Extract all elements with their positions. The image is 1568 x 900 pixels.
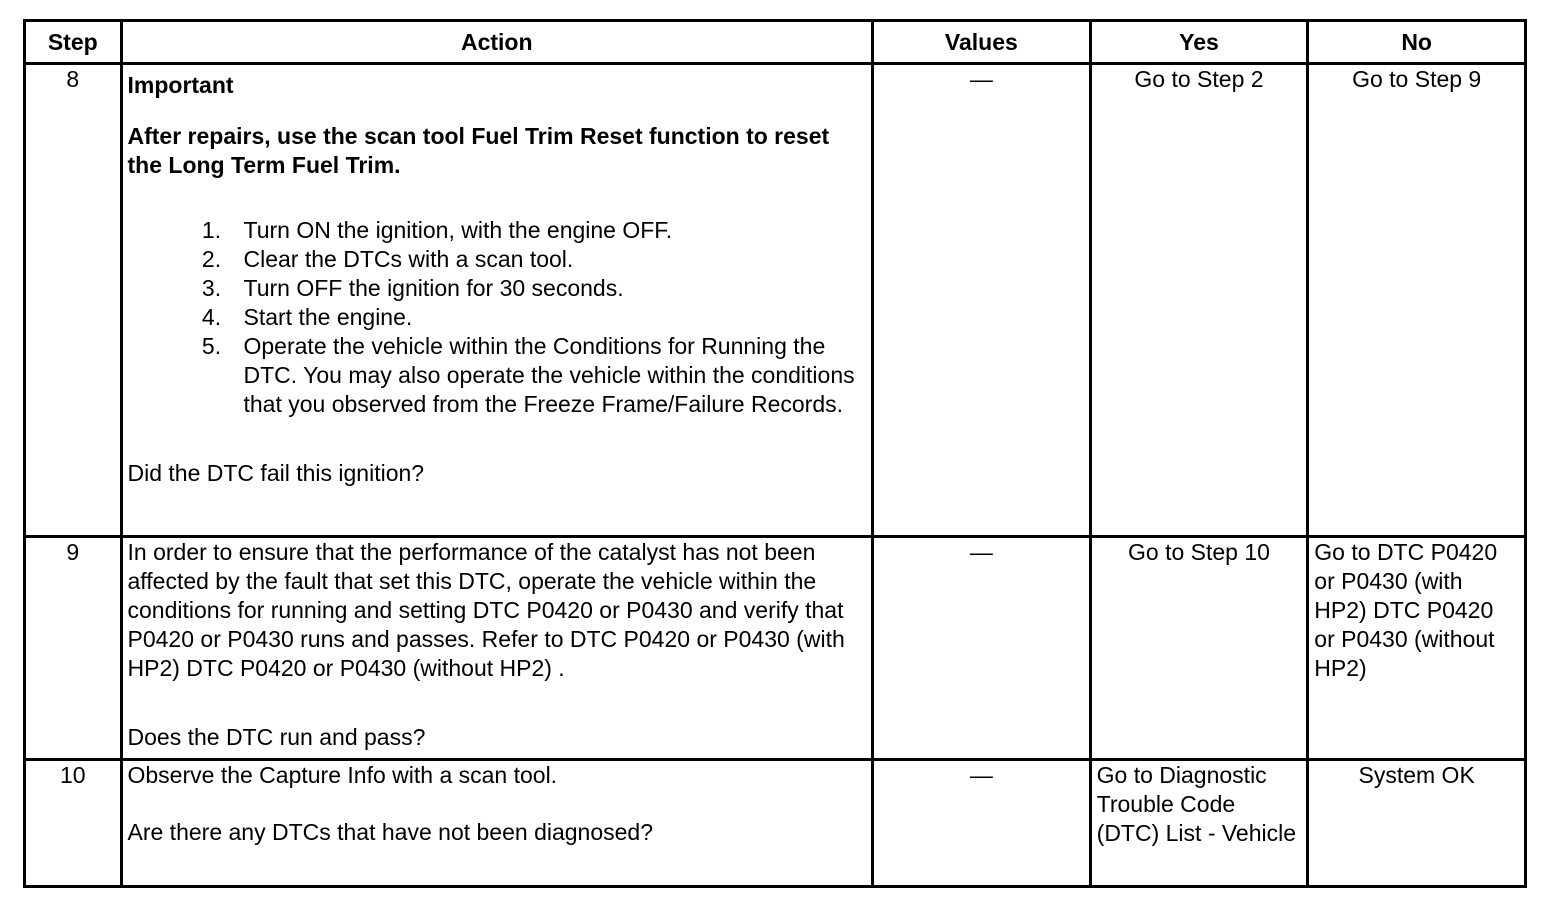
action-cell (121, 537, 873, 760)
action-cell (121, 64, 873, 537)
diagnostic-table (23, 19, 1527, 888)
yes-cell: Go to Diagnostic Trouble Code (DTC) List - Vehicle (1090, 760, 1308, 887)
action-text: In order to ensure that the performance of the catalyst has not been affected by the fault that set this DTC, operate the vehicle within the conditions for running and setting DTC P0420 or P0430 and verify that P0420 or P0430 runs and passes. Refer to DTC P0420 or P0430 (with HP2) DTC P0420 or P0430 (without HP2) . (127, 539, 845, 681)
list-item: 1. Turn ON the ignition, with the engine OFF. (228, 216, 867, 245)
no-cell: Go to Step 9 (1308, 64, 1526, 537)
no-cell: System OK (1308, 760, 1526, 887)
header-step: Step (25, 21, 122, 64)
action-text: Observe the Capture Info with a scan tool. (127, 762, 558, 788)
table-row (25, 64, 1526, 537)
list-item: 5. Operate the vehicle within the Conditions for Running the DTC. You may also operate the vehicle within the conditions that you observed from the Freeze Frame/Failure Records. (228, 332, 867, 419)
no-cell: Go to DTC P0420 or P0430 (with HP2) DTC P0420 or P0430 (without HP2) (1308, 537, 1526, 760)
action-question: Does the DTC run and pass? (127, 724, 426, 750)
table-row (25, 537, 1526, 760)
header-values: Values (873, 21, 1091, 64)
step-number: 8 (25, 64, 122, 537)
yes-cell: Go to Step 10 (1090, 537, 1308, 760)
list-item: 4. Start the engine. (228, 303, 867, 332)
important-note: After repairs, use the scan tool Fuel Trim Reset function to reset the Long Term Fuel Trim. (127, 123, 830, 178)
procedure-list (128, 216, 867, 419)
action-question: Are there any DTCs that have not been diagnosed? (127, 819, 654, 845)
header-no: No (1308, 21, 1526, 64)
step-number: 9 (25, 537, 122, 760)
list-item: 2. Clear the DTCs with a scan tool. (228, 245, 867, 274)
yes-cell: Go to Step 2 (1090, 64, 1308, 537)
values-cell: — (873, 537, 1091, 760)
action-question: Did the DTC fail this ignition? (127, 460, 425, 486)
header-yes: Yes (1090, 21, 1308, 64)
table-row (25, 760, 1526, 887)
header-row (25, 21, 1526, 64)
header-action: Action (121, 21, 873, 64)
step-number: 10 (25, 760, 122, 887)
values-cell: — (873, 64, 1091, 537)
values-cell: — (873, 760, 1091, 887)
action-cell (121, 760, 873, 887)
list-item: 3. Turn OFF the ignition for 30 seconds. (228, 274, 867, 303)
important-title: Important (127, 72, 234, 98)
